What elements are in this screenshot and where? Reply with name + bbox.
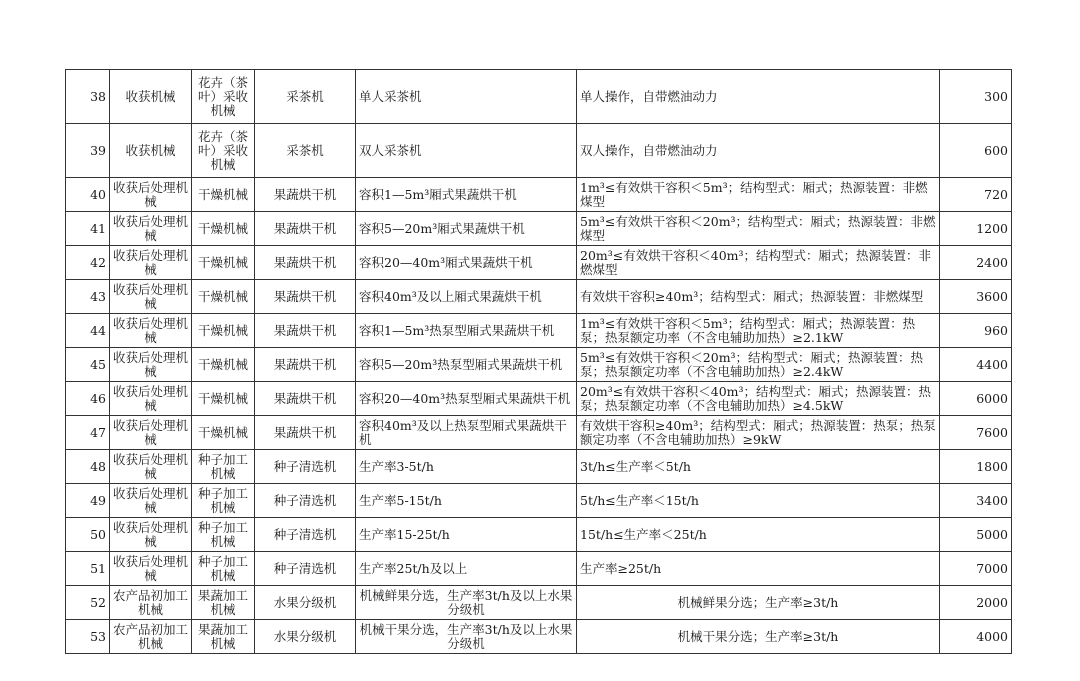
table-row xyxy=(66,620,1012,654)
row-number: 44 xyxy=(66,314,110,348)
category-cell: 收获机械 xyxy=(110,70,192,124)
grade-cell: 容积20—40m³热泵型厢式果蔬烘干机 xyxy=(356,382,577,416)
category-cell: 收获机械 xyxy=(110,124,192,178)
grade-cell: 机械鲜果分选，生产率3t/h及以上水果分级机 xyxy=(356,586,577,620)
subcategory-cell: 种子加工机械 xyxy=(192,518,255,552)
subcategory-cell: 干燥机械 xyxy=(192,246,255,280)
category-cell: 收获后处理机械 xyxy=(110,484,192,518)
subcategory-cell: 果蔬加工机械 xyxy=(192,586,255,620)
spec-cell: 有效烘干容积≥40m³；结构型式：厢式；热源装置：非燃煤型 xyxy=(577,280,940,314)
amount-cell: 1200 xyxy=(940,212,1012,246)
grade-cell: 生产率3-5t/h xyxy=(356,450,577,484)
row-number: 39 xyxy=(66,124,110,178)
item-name-cell: 采茶机 xyxy=(255,124,356,178)
table-row xyxy=(66,552,1012,586)
grade-cell: 单人采茶机 xyxy=(356,70,577,124)
grade-cell: 生产率5-15t/h xyxy=(356,484,577,518)
item-name-cell: 种子清选机 xyxy=(255,450,356,484)
item-name-cell: 果蔬烘干机 xyxy=(255,382,356,416)
table-row xyxy=(66,484,1012,518)
amount-cell: 600 xyxy=(940,124,1012,178)
category-cell: 收获后处理机械 xyxy=(110,450,192,484)
category-cell: 收获后处理机械 xyxy=(110,212,192,246)
grade-cell: 容积20—40m³厢式果蔬烘干机 xyxy=(356,246,577,280)
table-row xyxy=(66,348,1012,382)
category-cell: 收获后处理机械 xyxy=(110,382,192,416)
item-name-cell: 果蔬烘干机 xyxy=(255,280,356,314)
item-name-cell: 种子清选机 xyxy=(255,552,356,586)
spec-cell: 5m³≤有效烘干容积＜20m³；结构型式：厢式；热源装置：非燃煤型 xyxy=(577,212,940,246)
subcategory-cell: 干燥机械 xyxy=(192,178,255,212)
category-cell: 收获后处理机械 xyxy=(110,314,192,348)
table-row xyxy=(66,124,1012,178)
amount-cell: 2000 xyxy=(940,586,1012,620)
subcategory-cell: 种子加工机械 xyxy=(192,552,255,586)
spec-cell: 生产率≥25t/h xyxy=(577,552,940,586)
amount-cell: 2400 xyxy=(940,246,1012,280)
amount-cell: 4400 xyxy=(940,348,1012,382)
amount-cell: 3400 xyxy=(940,484,1012,518)
item-name-cell: 果蔬烘干机 xyxy=(255,416,356,450)
row-number: 51 xyxy=(66,552,110,586)
spec-cell: 3t/h≤生产率＜5t/h xyxy=(577,450,940,484)
grade-cell: 机械干果分选，生产率3t/h及以上水果分级机 xyxy=(356,620,577,654)
category-cell: 收获后处理机械 xyxy=(110,280,192,314)
grade-cell: 容积1—5m³热泵型厢式果蔬烘干机 xyxy=(356,314,577,348)
item-name-cell: 水果分级机 xyxy=(255,620,356,654)
subcategory-cell: 种子加工机械 xyxy=(192,450,255,484)
row-number: 43 xyxy=(66,280,110,314)
item-name-cell: 种子清选机 xyxy=(255,484,356,518)
row-number: 40 xyxy=(66,178,110,212)
category-cell: 收获后处理机械 xyxy=(110,246,192,280)
amount-cell: 4000 xyxy=(940,620,1012,654)
item-name-cell: 种子清选机 xyxy=(255,518,356,552)
item-name-cell: 果蔬烘干机 xyxy=(255,212,356,246)
spec-cell: 机械鲜果分选；生产率≥3t/h xyxy=(577,586,940,620)
category-cell: 收获后处理机械 xyxy=(110,416,192,450)
subcategory-cell: 花卉（茶叶）采收机械 xyxy=(192,70,255,124)
subcategory-cell: 干燥机械 xyxy=(192,314,255,348)
subsidy-table xyxy=(65,69,1012,654)
grade-cell: 容积1—5m³厢式果蔬烘干机 xyxy=(356,178,577,212)
grade-cell: 生产率15-25t/h xyxy=(356,518,577,552)
subcategory-cell: 果蔬加工机械 xyxy=(192,620,255,654)
amount-cell: 300 xyxy=(940,70,1012,124)
subcategory-cell: 干燥机械 xyxy=(192,280,255,314)
subcategory-cell: 花卉（茶叶）采收机械 xyxy=(192,124,255,178)
row-number: 46 xyxy=(66,382,110,416)
table-row xyxy=(66,280,1012,314)
category-cell: 收获后处理机械 xyxy=(110,518,192,552)
category-cell: 收获后处理机械 xyxy=(110,178,192,212)
spec-cell: 机械干果分选；生产率≥3t/h xyxy=(577,620,940,654)
row-number: 47 xyxy=(66,416,110,450)
grade-cell: 容积40m³及以上热泵型厢式果蔬烘干机 xyxy=(356,416,577,450)
amount-cell: 5000 xyxy=(940,518,1012,552)
spec-cell: 1m³≤有效烘干容积＜5m³；结构型式：厢式；热源装置：热泵；热泵额定功率（不含电辅助加热）≥2.1kW xyxy=(577,314,940,348)
item-name-cell: 果蔬烘干机 xyxy=(255,348,356,382)
table-row xyxy=(66,416,1012,450)
category-cell: 农产品初加工机械 xyxy=(110,620,192,654)
item-name-cell: 果蔬烘干机 xyxy=(255,314,356,348)
amount-cell: 720 xyxy=(940,178,1012,212)
subcategory-cell: 干燥机械 xyxy=(192,382,255,416)
grade-cell: 容积40m³及以上厢式果蔬烘干机 xyxy=(356,280,577,314)
grade-cell: 双人采茶机 xyxy=(356,124,577,178)
spec-cell: 有效烘干容积≥40m³；结构型式：厢式；热源装置：热泵；热泵额定功率（不含电辅助加热）≥9kW xyxy=(577,416,940,450)
item-name-cell: 水果分级机 xyxy=(255,586,356,620)
grade-cell: 容积5—20m³厢式果蔬烘干机 xyxy=(356,212,577,246)
table-row xyxy=(66,518,1012,552)
table-row xyxy=(66,382,1012,416)
amount-cell: 7600 xyxy=(940,416,1012,450)
category-cell: 收获后处理机械 xyxy=(110,552,192,586)
row-number: 52 xyxy=(66,586,110,620)
amount-cell: 6000 xyxy=(940,382,1012,416)
spec-cell: 5m³≤有效烘干容积＜20m³；结构型式：厢式；热源装置：热泵；热泵额定功率（不含电辅助加热）≥2.4kW xyxy=(577,348,940,382)
table-row xyxy=(66,70,1012,124)
table-row xyxy=(66,450,1012,484)
spec-cell: 20m³≤有效烘干容积＜40m³；结构型式：厢式；热源装置：热泵；热泵额定功率（不含电辅助加热）≥4.5kW xyxy=(577,382,940,416)
subcategory-cell: 干燥机械 xyxy=(192,212,255,246)
item-name-cell: 果蔬烘干机 xyxy=(255,178,356,212)
subcategory-cell: 干燥机械 xyxy=(192,348,255,382)
category-cell: 农产品初加工机械 xyxy=(110,586,192,620)
table-row xyxy=(66,314,1012,348)
amount-cell: 1800 xyxy=(940,450,1012,484)
row-number: 42 xyxy=(66,246,110,280)
spec-cell: 双人操作，自带燃油动力 xyxy=(577,124,940,178)
table-row xyxy=(66,178,1012,212)
table-row xyxy=(66,586,1012,620)
row-number: 45 xyxy=(66,348,110,382)
row-number: 48 xyxy=(66,450,110,484)
row-number: 38 xyxy=(66,70,110,124)
spec-cell: 15t/h≤生产率＜25t/h xyxy=(577,518,940,552)
table-row xyxy=(66,246,1012,280)
spec-cell: 5t/h≤生产率＜15t/h xyxy=(577,484,940,518)
category-cell: 收获后处理机械 xyxy=(110,348,192,382)
grade-cell: 生产率25t/h及以上 xyxy=(356,552,577,586)
spec-cell: 单人操作，自带燃油动力 xyxy=(577,70,940,124)
row-number: 53 xyxy=(66,620,110,654)
subcategory-cell: 种子加工机械 xyxy=(192,484,255,518)
item-name-cell: 采茶机 xyxy=(255,70,356,124)
spec-cell: 1m³≤有效烘干容积＜5m³；结构型式：厢式；热源装置：非燃煤型 xyxy=(577,178,940,212)
spec-cell: 20m³≤有效烘干容积＜40m³；结构型式：厢式；热源装置：非燃煤型 xyxy=(577,246,940,280)
row-number: 49 xyxy=(66,484,110,518)
row-number: 41 xyxy=(66,212,110,246)
grade-cell: 容积5—20m³热泵型厢式果蔬烘干机 xyxy=(356,348,577,382)
amount-cell: 3600 xyxy=(940,280,1012,314)
subcategory-cell: 干燥机械 xyxy=(192,416,255,450)
amount-cell: 7000 xyxy=(940,552,1012,586)
row-number: 50 xyxy=(66,518,110,552)
table-row xyxy=(66,212,1012,246)
item-name-cell: 果蔬烘干机 xyxy=(255,246,356,280)
amount-cell: 960 xyxy=(940,314,1012,348)
